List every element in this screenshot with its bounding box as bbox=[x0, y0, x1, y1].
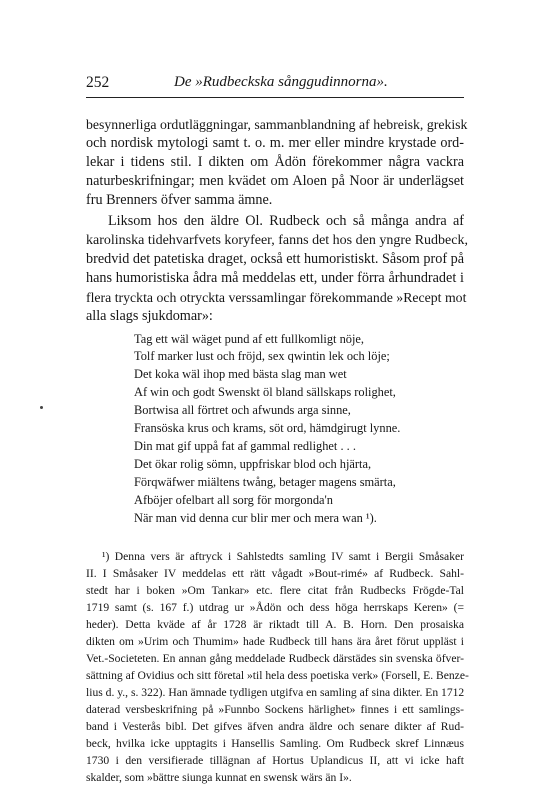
running-title: De »Rudbeckska sånggudinnorna». bbox=[174, 74, 388, 90]
poem-line: Tolf marker lust och fröjd, sex qwintin lek och löje; bbox=[134, 349, 390, 363]
footnote-line: skalder, som »bättre siunga kunnat en swensk wärs än I». bbox=[86, 771, 352, 784]
poem-line: Det ökar rolig sömn, uppfriskar blod och hjärta, bbox=[134, 457, 372, 471]
footnote-line: stedt har i boken »Om Tankar» etc. flere citat från Rudbecks Frögde-Tal bbox=[86, 584, 464, 597]
footnote-line: II. I Småsaker IV meddelas ett rätt vågadt »Bout-rimé» af Rudbeck. Sahl- bbox=[86, 567, 464, 580]
body-line: lekar i tidens stil. I dikten om Ådön förekommer några vackra bbox=[86, 154, 464, 170]
body-line: besynnerliga ordutläggningar, sammanblandning af hebreisk, grekisk bbox=[86, 117, 468, 132]
poem-line: Din mat gif uppå fat af gammal redlighet . . . bbox=[134, 439, 356, 453]
poem-line: Afböjer ofelbart all sorg för morgonda'n bbox=[134, 493, 333, 507]
page-header bbox=[86, 74, 462, 94]
body-line: naturbeskrifningar; men kvädet om Aloen på Noor är underlägset bbox=[86, 173, 464, 189]
body-line: och nordisk mytologi samt t. o. m. mer eller mindre krystade ord- bbox=[86, 135, 464, 151]
poem-line: Fransöska krus och krams, söt ord, hämdgirugt lynne. bbox=[134, 421, 401, 435]
footnote-line: 1719 samt (s. 167 f.) utdrag ur »Ådön och dess höga herrskaps Keren» (= bbox=[86, 601, 464, 614]
body-line: alla slags sjukdomar»: bbox=[86, 308, 213, 324]
footnote-line: Vet.-Societeten. En annan gång meddelade Rudbeck därstädes sin svenska öfver- bbox=[86, 652, 464, 665]
body-line: hans humoristiska ådra må meddelas ett, under förra århundradet i bbox=[86, 270, 464, 286]
footnote-line: heder). Detta kväde af år 1728 är riktadt till A. B. Horn. Den prosaiska bbox=[86, 618, 464, 631]
footnote-line: dikten om »Urim och Thumim» hade Rudbeck till hans ära året förut uppläst i bbox=[86, 635, 464, 648]
body-line: karolinska tidehvarfvets koryfeer, fanns det hos den yngre Rudbeck, bbox=[86, 233, 468, 248]
footnote-line: beck, hvilka icke upptagits i Hansellis Samling. Om Rudbeck skref Linnæus bbox=[86, 737, 464, 750]
margin-dot bbox=[40, 406, 43, 409]
poem-line: Bortwisa all förtret och afwunds arga sinne, bbox=[134, 403, 351, 417]
poem-line: Tag ett wäl wäget pund af ett fullkomligt nöje, bbox=[134, 332, 365, 346]
footnote-line: 1730 i den versifierade tillägnan af Hortus Uplandicus II, att vi icke haft bbox=[86, 754, 464, 767]
body-line: fru Brenners öfver samma ämne. bbox=[86, 192, 273, 208]
footnote-line: lius d. y., s. 322). Han ämnade tydligen utgifva en samling af sina dikter. En 1712 bbox=[86, 686, 465, 699]
poem-line: Det koka wäl ihop med bästa slag man wet bbox=[134, 367, 347, 381]
footnote-line: daterad versbeskrifning på »Funnbo Sockens härlighet» finnes i ett samlings- bbox=[86, 703, 464, 716]
footnote-line: sättning af Ovidius och sitt företal »til hela dess poetiska verk» (Forsell, E. Benze- bbox=[86, 669, 469, 682]
poem-line: När man vid denna cur blir mer och mera wan ¹). bbox=[134, 511, 377, 525]
poem-line: Förqwäfwer miältens twång, betager magens smärta, bbox=[134, 475, 396, 489]
body-line: flera tryckta och otryckta verssamlingar förekommande »Recept mot bbox=[86, 290, 467, 305]
body-line: bredvid det patetiska draget, också ett humoristiskt. Såsom prof på bbox=[86, 251, 464, 267]
body-line: Liksom hos den äldre Ol. Rudbeck och så många andra af bbox=[108, 213, 464, 229]
footnote-line: ¹) Denna vers är aftryck i Sahlstedts samling IV samt i Bergii Småsaker bbox=[102, 550, 464, 563]
header-rule bbox=[86, 97, 464, 98]
page-number: 252 bbox=[86, 74, 110, 91]
footnote-line: band i Vesterås bibl. Det gifves äfven andra äldre och senare dikter af Rud- bbox=[86, 720, 464, 733]
poem-line: Af win och godt Swenskt öl bland sällskaps rolighet, bbox=[134, 385, 396, 399]
